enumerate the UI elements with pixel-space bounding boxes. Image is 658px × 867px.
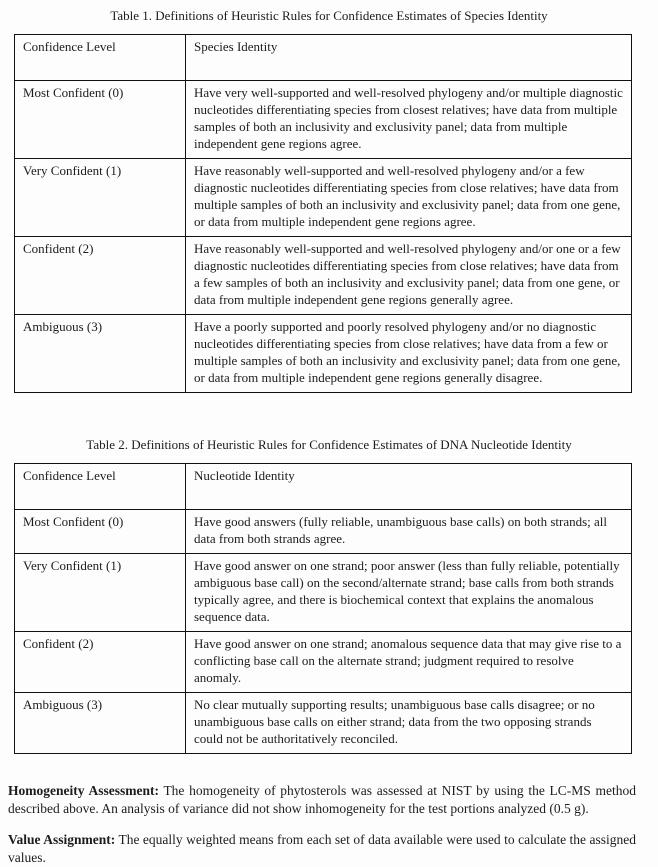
table-2-caption: Table 2. Definitions of Heuristic Rules for Confidence Estimates of DNA Nucleotide Identity <box>86 437 572 452</box>
definition-cell: Have good answers (fully reliable, unambiguous base calls) on both strands; all data from both strands agree. <box>186 510 632 554</box>
definition-cell: Have a poorly supported and poorly resolved phylogeny and/or no diagnostic nucleotides differentiating species from close relatives; have data from a few or multiple samples of both an inclusivity and exclusivity panel; data from one gene, or data from multiple independent gene regions generally disagree. <box>186 315 632 393</box>
table-row <box>15 632 632 693</box>
table-2-nucleotide-identity-header: Nucleotide Identity <box>186 464 632 510</box>
table-2-header-row <box>15 464 632 510</box>
homogeneity-assessment-text: The homogeneity of phytosterols was assessed at NIST by using the LC-MS method described above. An analysis of variance did not show inhomogeneity for the test portions analyzed (0.5 g). <box>8 783 636 816</box>
confidence-level-cell: Very Confident (1) <box>15 159 186 237</box>
homogeneity-assessment-label: Homogeneity Assessment: <box>8 783 159 798</box>
nucleotide-identity-table <box>14 463 632 754</box>
definition-cell: Have good answer on one strand; poor answer (less than fully reliable, potentially ambiguous base call) on the second/alternate strand; base calls from both strands typically agree, and there is biochemical context that explains the anomalous sequence data. <box>186 554 632 632</box>
table-1-confidence-level-header: Confidence Level <box>15 35 186 81</box>
table-1-header-row <box>15 35 632 81</box>
definition-cell: No clear mutually supporting results; unambiguous base calls disagree; or no unambiguous base calls on either strand; data from the two opposing strands could not be authoritatively reconciled. <box>186 693 632 754</box>
table-row <box>15 81 632 159</box>
definition-cell: Have very well-supported and well-resolved phylogeny and/or multiple diagnostic nucleotides differentiating species from closest relatives; have data from multiple samples of both an inclusivity and exclusivity panel; data from multiple independent gene regions agree. <box>186 81 632 159</box>
table-2-confidence-level-header: Confidence Level <box>15 464 186 510</box>
definition-cell: Have reasonably well-supported and well-resolved phylogeny and/or a few diagnostic nucleotides differentiating species from close relatives; have data from multiple samples of both an inclusivity and exclusivity panel; data from one gene, or data from multiple independent gene regions agree. <box>186 159 632 237</box>
confidence-level-cell: Ambiguous (3) <box>15 693 186 754</box>
value-assignment-paragraph <box>8 818 636 867</box>
value-assignment-label: Value Assignment: <box>8 832 116 847</box>
confidence-level-cell: Confident (2) <box>15 632 186 693</box>
definition-cell: Have reasonably well-supported and well-resolved phylogeny and/or one or a few diagnostic nucleotides differentiating species from close relatives; have data from a few samples of both an inclusivity and exclusivity panel; data from one gene, or data from multiple independent gene regions generally agree. <box>186 237 632 315</box>
species-identity-table <box>14 34 632 393</box>
definition-cell: Have good answer on one strand; anomalous sequence data that may give rise to a conflicting base call on the alternate strand; judgment required to resolve anomaly. <box>186 632 632 693</box>
homogeneity-assessment-paragraph <box>8 754 636 818</box>
table-1-species-identity-header: Species Identity <box>186 35 632 81</box>
table-row <box>15 554 632 632</box>
confidence-level-cell: Ambiguous (3) <box>15 315 186 393</box>
table-row <box>15 159 632 237</box>
table-1-caption: Table 1. Definitions of Heuristic Rules for Confidence Estimates of Species Identity <box>110 8 548 23</box>
table-row <box>15 315 632 393</box>
table-row <box>15 693 632 754</box>
confidence-level-cell: Very Confident (1) <box>15 554 186 632</box>
confidence-level-cell: Most Confident (0) <box>15 81 186 159</box>
confidence-level-cell: Confident (2) <box>15 237 186 315</box>
table-row <box>15 237 632 315</box>
value-assignment-text: The equally weighted means from each set of data available were used to calculate the assigned values. <box>8 832 636 865</box>
confidence-level-cell: Most Confident (0) <box>15 510 186 554</box>
table-row <box>15 510 632 554</box>
